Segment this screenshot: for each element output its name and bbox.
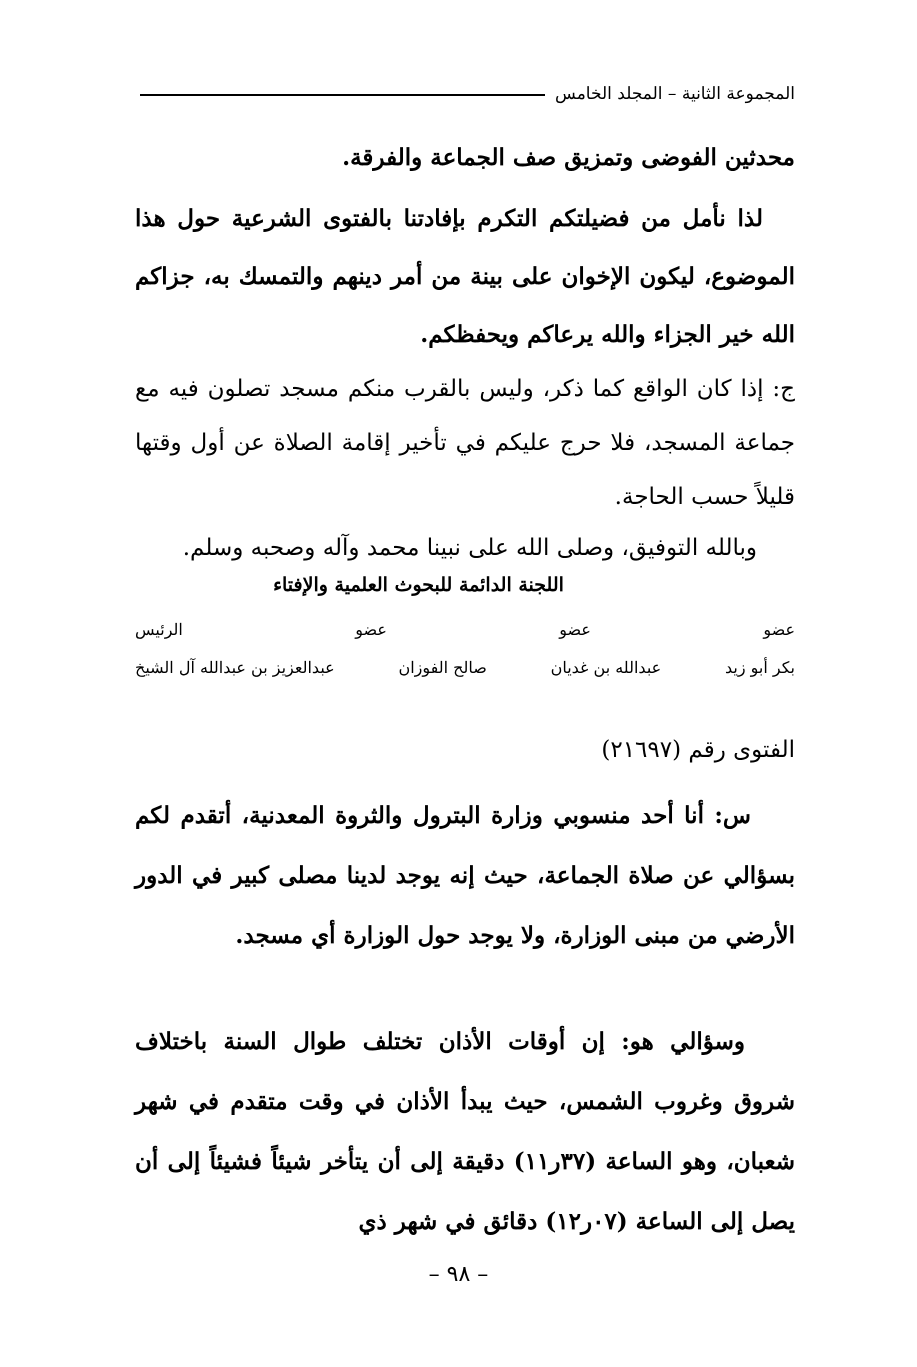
fatwa-number: الفتوى رقم (٢١٦٩٧) xyxy=(601,737,795,763)
signatory-role: الرئيس xyxy=(135,620,183,639)
signatory-role: عضو xyxy=(763,620,795,639)
signatory-roles xyxy=(135,620,795,639)
running-title: المجموعة الثانية – المجلد الخامس xyxy=(555,84,795,104)
signatory-name: عبدالله بن غديان xyxy=(550,658,662,677)
signatory-name: بكر أبو زيد xyxy=(724,658,795,677)
signatory-role: عضو xyxy=(355,620,387,639)
header-rule xyxy=(140,94,545,96)
committee-name: اللجنة الدائمة للبحوث العلمية والإفتاء xyxy=(273,574,564,596)
running-header xyxy=(140,84,795,104)
signatory-role: عضو xyxy=(559,620,591,639)
question-tail-line: محدثين الفوضى وتمزيق صف الجماعة والفرقة. xyxy=(342,144,795,171)
signatory-names xyxy=(135,658,795,677)
signatory-name: صالح الفوزان xyxy=(398,658,487,677)
question-paragraph: س: أنا أحد منسوبي وزارة البترول والثروة المعدنية، أتقدم لكم بسؤالي عن صلاة الجماعة، حيث إنه يوجد لدينا مصلى كبير في الدور الأرضي من مبنى الوزارة، ولا يوجد حول الوزارة أي مسجد. xyxy=(135,802,795,949)
page-number: – ٩٨ – xyxy=(428,1262,489,1287)
closing-line: وبالله التوفيق، وصلى الله على نبينا محمد وآله وصحبه وسلم. xyxy=(182,535,757,561)
answer-paragraph: ج: إذا كان الواقع كما ذكر، وليس بالقرب منكم مسجد تصلون فيه مع جماعة المسجد، فلا حرج عليكم في تأخير إقامة الصلاة عن أول وقتها قليلاً حسب الحاجة. xyxy=(135,376,795,510)
signatory-name: عبدالعزيز بن عبدالله آل الشيخ xyxy=(135,658,335,677)
question-detail-paragraph: وسؤالي هو: إن أوقات الأذان تختلف طوال السنة باختلاف شروق وغروب الشمس، حيث يبدأ الأذان في وقت متقدم في شهر شعبان، وهو الساعة (٣٧ر١١) دقيقة إلى أن يتأخر شيئاً فشيئاً إلى أن يصل إلى الساعة (٠٧ر١٢) دقائق في شهر ذي xyxy=(135,1028,795,1235)
question-request-paragraph: لذا نأمل من فضيلتكم التكرم بإفادتنا بالفتوى الشرعية حول هذا الموضوع، ليكون الإخوان على بينة من أمر دينهم والتمسك به، جزاكم الله خير الجزاء والله يرعاكم ويحفظكم. xyxy=(135,205,795,348)
